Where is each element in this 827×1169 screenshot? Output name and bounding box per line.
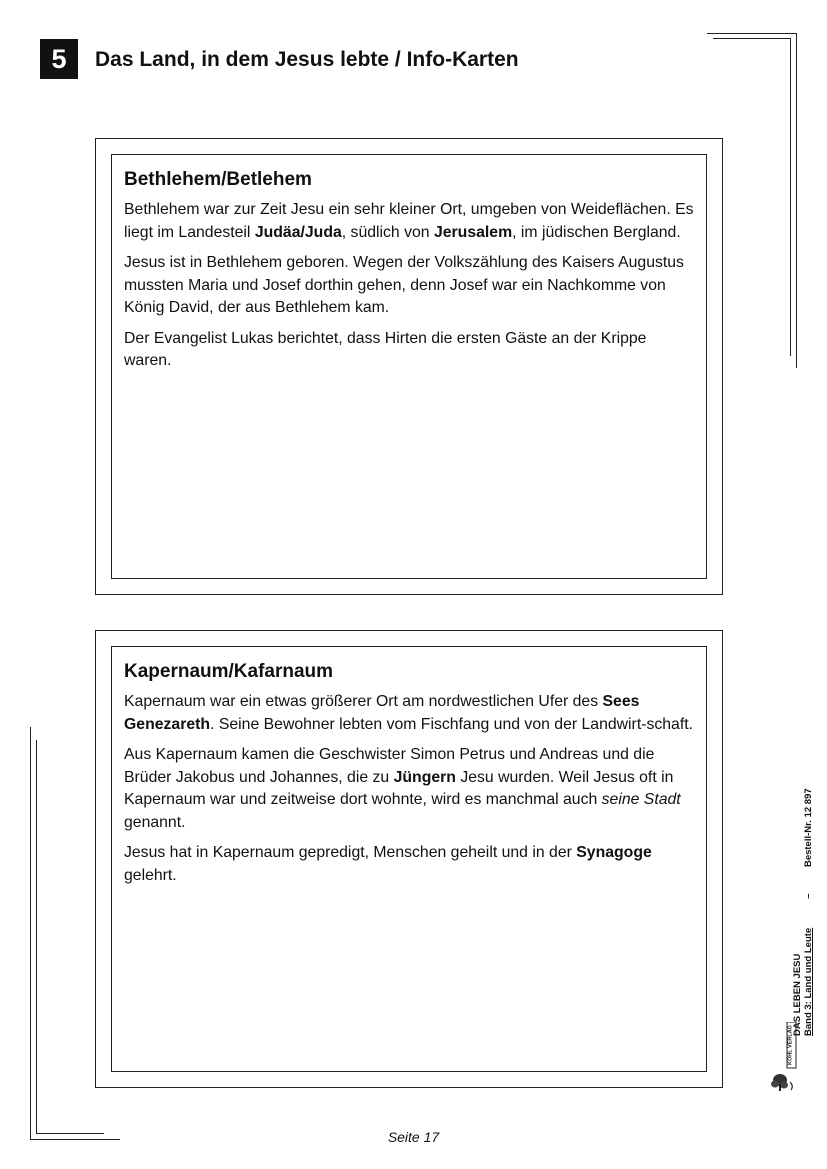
italic-term: seine Stadt: [601, 791, 681, 808]
bold-term: Jüngern: [393, 768, 456, 786]
section-number: 5: [40, 39, 78, 79]
info-card: [95, 630, 723, 1088]
text-run: gelehrt.: [124, 866, 177, 884]
info-card-inner: [111, 154, 707, 579]
card-paragraph: [124, 252, 694, 320]
separator: –: [803, 893, 814, 899]
text-run: . Seine Bewohner lebten vom Fischfang und von der Landwirt-schaft.: [210, 715, 694, 733]
info-card: [95, 138, 723, 595]
card-paragraph: [124, 691, 694, 736]
corner-line: [36, 740, 37, 1134]
bold-term: Jerusalem: [433, 223, 513, 241]
page-title: Das Land, in dem Jesus lebte / Info-Karten: [95, 48, 519, 71]
volume-title: Band 3: Land und Leute: [803, 927, 814, 1036]
side-publication-info: [792, 788, 814, 1036]
card-title: Bethlehem/Betlehem: [124, 169, 312, 190]
text-run: Aus Kapernaum kamen die Geschwister Simon Petrus und Andreas und die Brüder Jakobus und Johannes, die zu: [124, 746, 655, 786]
bold-term: Sees Genezareth: [124, 693, 640, 733]
text-run: Bethlehem war zur Zeit Jesu ein sehr kleiner Ort, umgeben von Weideflächen. Es liegt im Landesteil: [124, 201, 694, 241]
page-number: Seite 17: [387, 1129, 440, 1145]
card-paragraph: [124, 744, 694, 834]
text-run: , südlich von: [341, 223, 434, 241]
card-paragraph: [124, 842, 694, 887]
text-run: Jesu wurden. Weil Jesus oft in Kapernaum war und zeitweise dort wohnte, wird es manchmal auch: [124, 768, 674, 808]
card-title: Kapernaum/Kafarnaum: [124, 661, 334, 682]
text-run: Jesus hat in Kapernaum gepredigt, Menschen geheilt und in der: [124, 844, 577, 861]
bold-term: Synagoge: [576, 844, 652, 861]
card-paragraph: [124, 328, 694, 373]
text-run: Kapernaum war ein etwas größerer Ort am nordwestlichen Ufer des: [124, 693, 603, 710]
text-run: , im jüdischen Bergland.: [512, 223, 681, 241]
corner-line: [30, 727, 31, 1140]
corner-line: [796, 33, 797, 368]
text-run: Jesus ist in Bethlehem geboren. Wegen der Volkszählung des Kaisers Augustus mussten Maria und Josef dorthin gehen, denn Josef war ein Nachkomme von König David, der aus Bethlehem kam.: [124, 254, 684, 316]
publisher-logo: [770, 1022, 800, 1092]
text-run: Der Evangelist Lukas berichtet, dass Hirten die ersten Gäste an der Krippe waren.: [124, 329, 647, 369]
text-run: genannt.: [124, 813, 186, 831]
series-title: DAS LEBEN JESU: [792, 953, 803, 1036]
card-paragraph: [124, 199, 694, 244]
corner-line: [790, 38, 791, 356]
corner-line: [713, 38, 791, 39]
bold-term: Judäa/Juda: [254, 223, 342, 241]
svg-text:KOHL VERLAG: KOHL VERLAG: [787, 1025, 794, 1065]
order-number: Bestell-Nr. 12 897: [803, 788, 814, 868]
corner-line: [707, 33, 797, 34]
info-card-inner: [111, 646, 707, 1072]
